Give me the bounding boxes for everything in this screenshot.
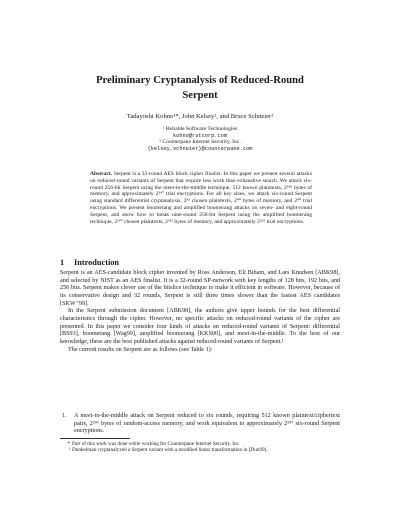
footnote-one <box>60 447 340 453</box>
footnote-one-text: Dunkelman cryptanalyzed a Serpent variant with a modified linear transformation in [Dun99]. <box>72 447 268 454</box>
affiliation-2-email: {kelsey,schneier}@counterpane.com <box>147 145 253 152</box>
title-line-1: Preliminary Cryptanalysis of Reduced-Round <box>96 75 304 86</box>
result-list-item-1 <box>60 413 340 436</box>
section-number: 1 <box>60 258 65 267</box>
footnote-star-text: Part of this work was done while working for Counterpane Internet Security, Inc. <box>72 441 241 447</box>
list-marker: 1. <box>62 413 67 419</box>
affiliation-1-name: ¹ Reliable Software Technologies <box>162 126 238 132</box>
body-text <box>60 270 340 354</box>
author-list: Tadayoshi Kohno¹*, John Kelsey², and Bruce Schneier² <box>126 113 274 120</box>
affiliation-2-name: ² Counterpane Internet Security, Inc. <box>159 139 241 146</box>
section-heading <box>60 258 340 268</box>
paragraph-1: Serpent is an AES-candidate block cipher invented by Ross Anderson, Eli Biham, and Lars Knudsen [ABK98], and selected by NIST as an AES finalist. It is a 32-round SP-network with key lengths of 128 bits, 192 bits, and 256 bits. Serpent makes clever use of the bitslice technique to make it efficient in software. However, because of its conservative design and 32 rounds, Serpent is still three times slower than the fastest AES candidates [SKW⁺99]. <box>60 270 340 307</box>
affiliations <box>40 126 360 152</box>
section-title: Introduction <box>74 258 120 267</box>
title-line-2: Serpent <box>182 90 218 101</box>
abstract-label: Abstract. <box>90 171 113 177</box>
footnotes <box>60 441 340 454</box>
paragraph-2: In the Serpent submission document [ABK98], the authors give upper bounds for the best differential characteristics through the cipher. However, no specific attacks on reduced-round variants of the cipher are presented. In this paper we consider four kinds of attacks on reduced-round variants of Serpent: differential [BS93], boomerang [Wag99], amplified boomerang [KKS00], and meet-in-the-middle. To the best of our knowledge, these are the best published attacks against reduced-round variants of Serpent.¹ <box>60 308 340 345</box>
footnote-star-mark: * <box>67 441 70 447</box>
abstract <box>90 171 312 225</box>
footnote-one-mark: ¹ <box>68 447 70 454</box>
affiliation-1-email: kohno@rstcorp.com <box>172 132 228 139</box>
abstract-text: Serpent is a 32-round AES block cipher finalist. In this paper we present several attacks on reduced-round variants of Serpent that require less work than exhaustive search. We attack six-round 256-bit Serpent using the meet-in-the-middle technique, 512 known plaintexts, 2²⁴⁶ bytes of memory, and approximately 2²⁴⁷ trial encryptions. For all key sizes, we attack six-round Serpent using standard differential cryptanalysis, 2⁸³ chosen plaintexts, 2⁴⁰ bytes of memory, and 2⁹⁰ trial encryptions. We present boomerang and amplified boomerang attacks on seven- and eight-round Serpent, and show how to break nine-round 256-bit Serpent using the amplified boomerang technique, 2¹¹⁰ chosen plaintexts, 2²¹² bytes of memory, and approximately 2²⁵² trial encryptions. <box>90 171 312 225</box>
paper-title <box>60 73 340 103</box>
footnote-rule <box>60 438 130 439</box>
paragraph-3: The current results on Serpent are as follows (see Table 1): <box>68 346 213 353</box>
list-item-text: A meet-in-the-middle attack on Serpent reduced to six rounds, requiring 512 known plaintext/ciphertext pairs, 2²⁴⁶ bytes of random-access memory, and work equivalent to approximately 2²⁴⁷ six-round Serpent encryptions. <box>74 413 340 435</box>
